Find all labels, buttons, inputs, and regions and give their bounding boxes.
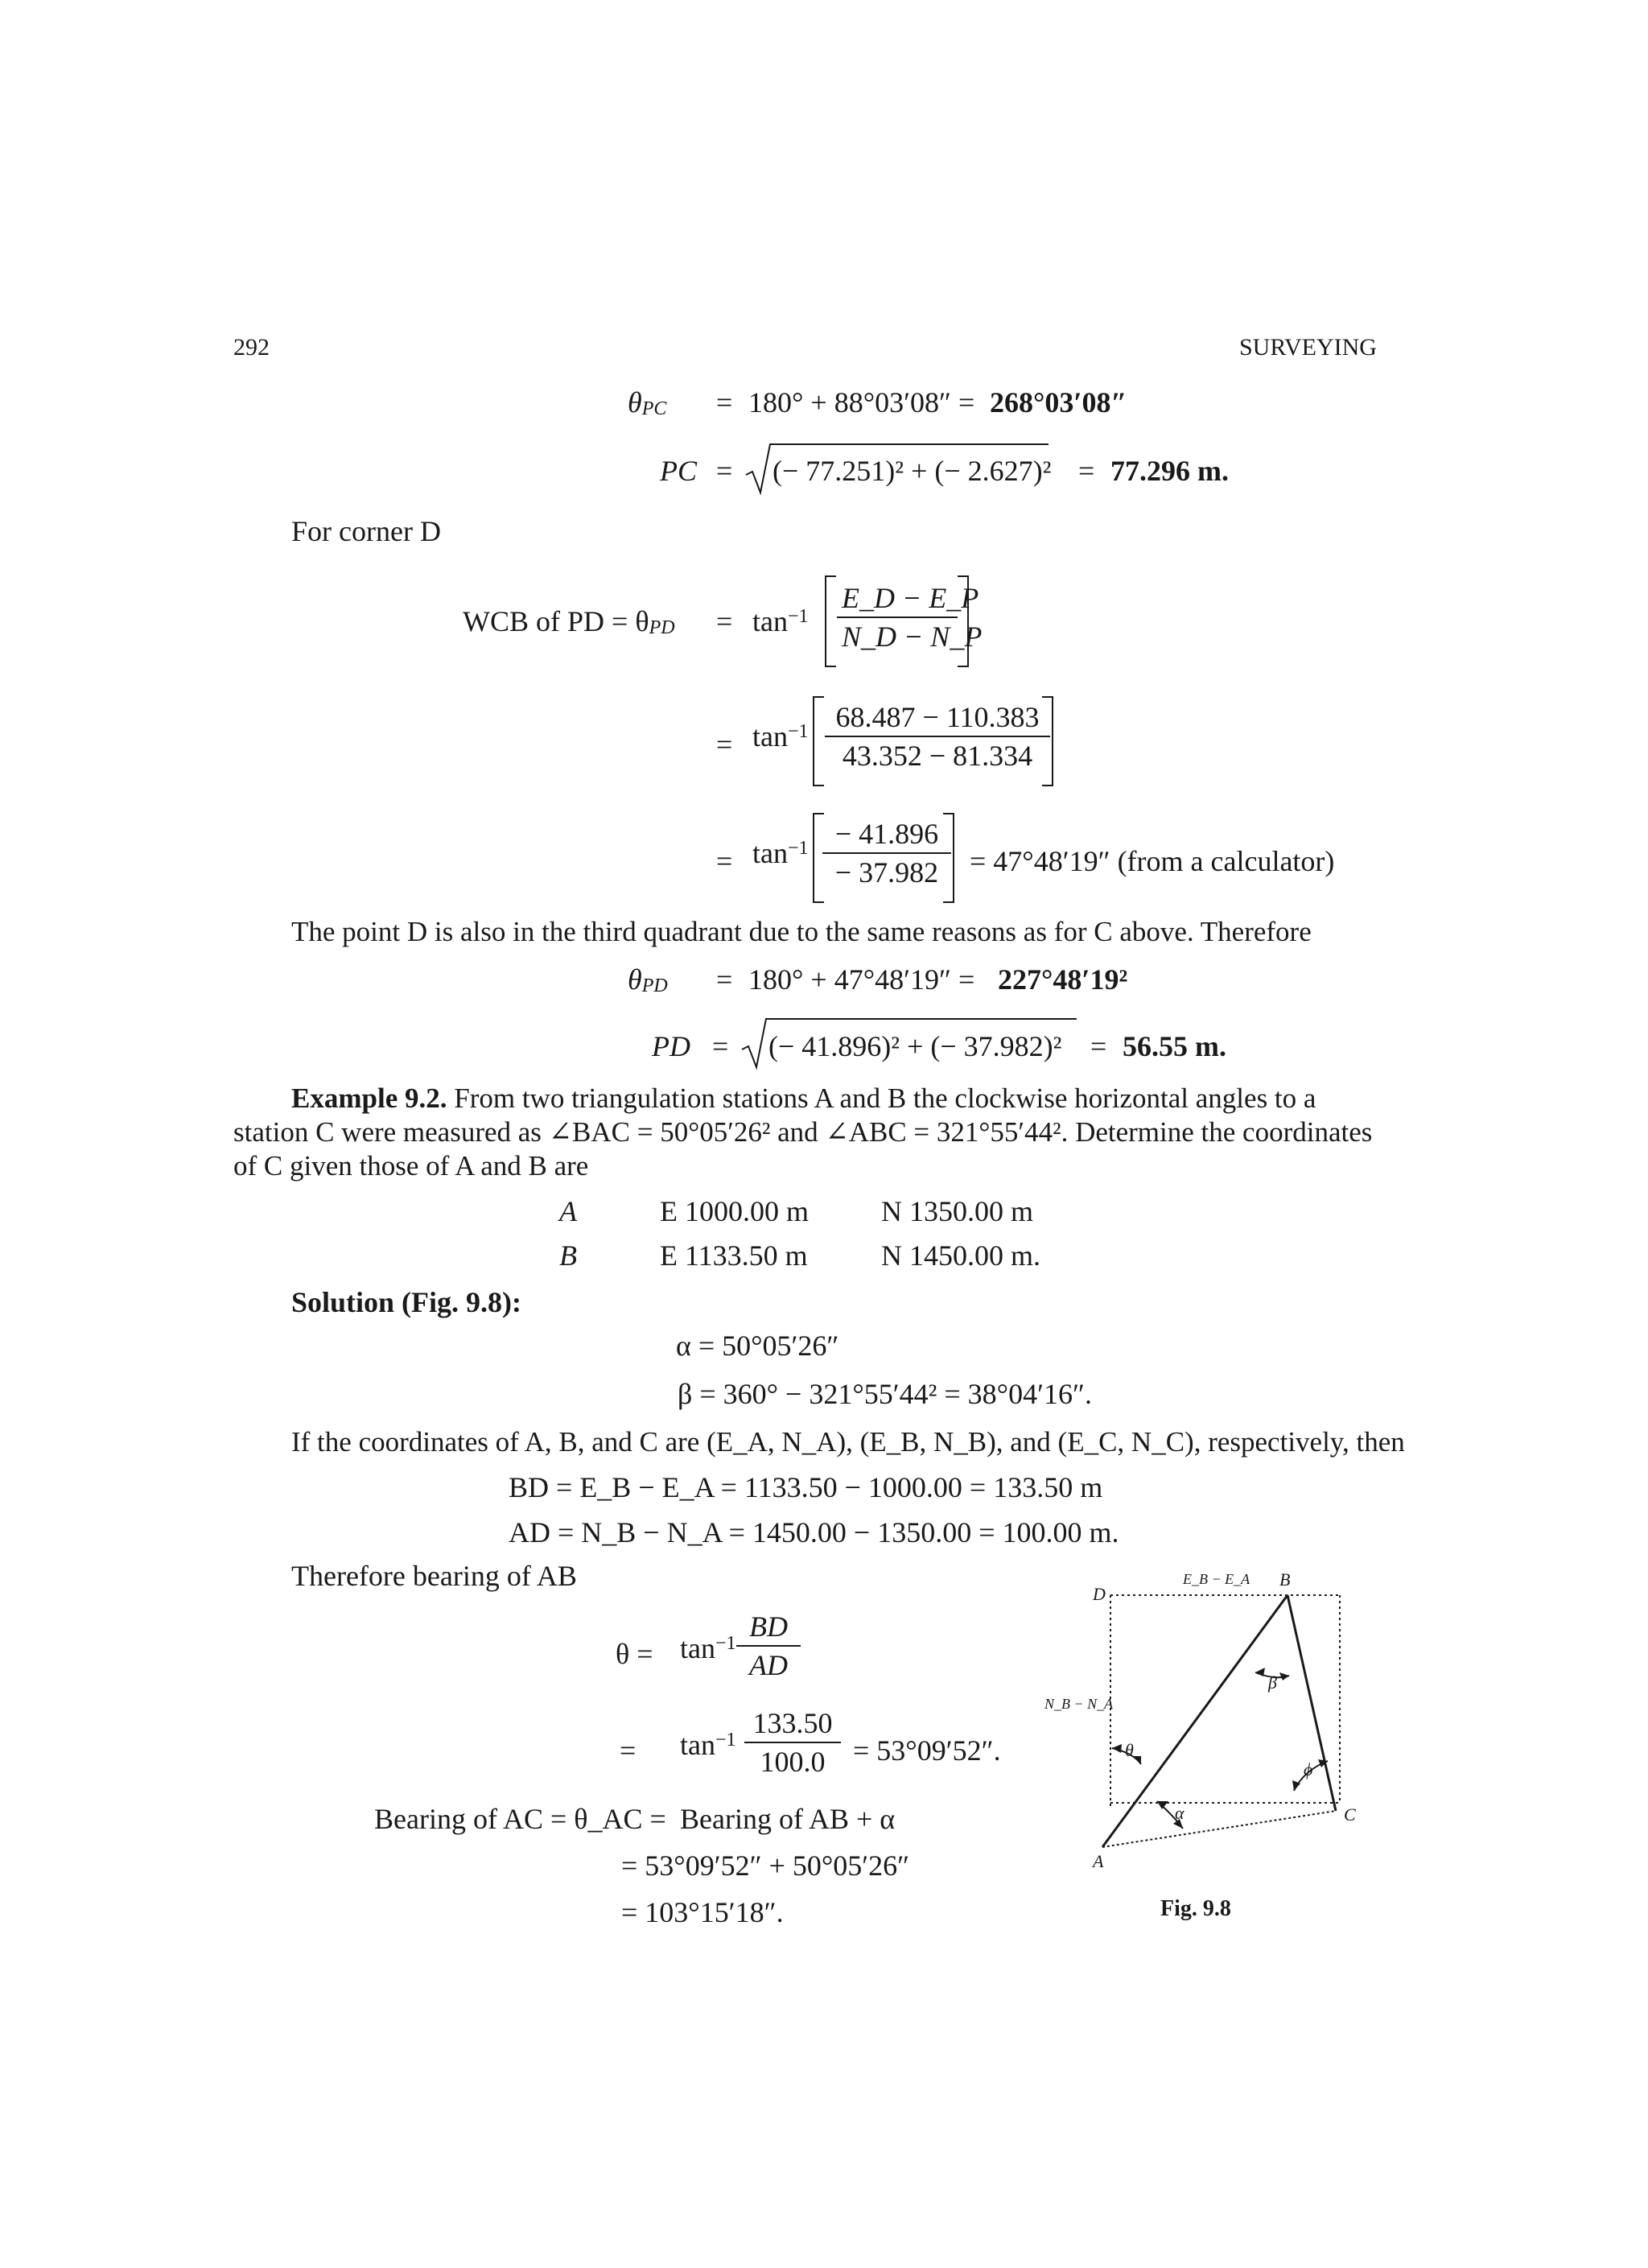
fig-label-phi: ϕ (1304, 1759, 1313, 1779)
step1-fraction: $\frac{68.487 - 110.383}{43.352 - 81.334}$ (825, 700, 1050, 773)
fig-label-a: A (1093, 1851, 1104, 1871)
station-a: A (559, 1195, 577, 1227)
figure-9-8 (1038, 1545, 1376, 1883)
fig-line-ab (1102, 1595, 1288, 1847)
pd-root-expression: (− 41.896)² + (− 37.982)² (768, 1030, 1062, 1062)
fig-arrowhead-beta-a (1255, 1668, 1265, 1676)
step2-bracket-right (943, 813, 954, 903)
step1-bracket-left (813, 696, 824, 786)
fig-arrowhead-beta-b (1279, 1672, 1289, 1680)
running-title: SURVEYING (1239, 334, 1377, 361)
pd-result-eq: = (1090, 1030, 1107, 1062)
pd-eq: = (712, 1030, 729, 1062)
theta2-eq: = (620, 1734, 637, 1767)
example-line-3: of C given those of A and B are (233, 1150, 589, 1181)
theta-pc-result: 268°03′08″ (990, 386, 1127, 419)
bearing-ac-lhs: Bearing of AC = θ_AC = (374, 1803, 666, 1835)
theta2-result: = 53°09′52″. (853, 1734, 1001, 1767)
step2-tan: $\tan^{-1}$ (752, 837, 809, 869)
station-b: B (559, 1239, 577, 1272)
fig-arrowhead-alpha-a (1157, 1801, 1168, 1809)
wcb-bracket-right (958, 575, 969, 667)
example-line-2: station C were measured as ∠BAC = 50°05′26² and ∠ABC = 321°55′44². Determine the coordinates (233, 1116, 1373, 1148)
step1-eq: = (716, 728, 733, 761)
step1-tan: $\tan^{-1}$ (752, 720, 809, 753)
step1-bracket-right (1042, 696, 1053, 786)
fig-label-side: N_B − N_A (1044, 1696, 1114, 1712)
fig-label-c: C (1344, 1804, 1356, 1825)
wcb-eq: = (716, 605, 733, 637)
theta2-fraction: $\frac{133.50}{100.0}$ (744, 1706, 841, 1779)
station-a-easting: E 1000.00 m (660, 1195, 809, 1227)
fig-label-beta: β (1268, 1672, 1277, 1693)
pd-lhs: PD (652, 1030, 690, 1062)
fig-label-theta: θ (1125, 1740, 1134, 1760)
theta2-tan: $\tan^{-1}$ (680, 1729, 736, 1761)
pc-result-eq: = (1078, 455, 1095, 487)
figure-caption: Fig. 9.8 (1160, 1896, 1231, 1921)
pd-result: 56.55 m. (1123, 1030, 1226, 1062)
step2-fraction: $\frac{- 41.896}{- 37.982}$ (822, 817, 951, 889)
bearing-ac-rhs-2: = 53°09′52″ + 50°05′26″ (621, 1849, 910, 1882)
station-b-easting: E 1133.50 m (660, 1239, 808, 1272)
example-line-1: Example 9.2. From two triangulation stations A and B the clockwise horizontal angles to a (291, 1082, 1316, 1114)
theta-pd-eq: = (716, 963, 733, 996)
fig-label-top: E_B − E_A (1183, 1571, 1250, 1587)
fig-label-d: D (1093, 1584, 1106, 1604)
alpha-line: α = 50°05′26″ (676, 1330, 839, 1362)
fig-arrowhead-theta-a (1112, 1744, 1122, 1753)
fig-label-b: B (1279, 1569, 1291, 1590)
fig-label-alpha: α (1175, 1803, 1184, 1823)
beta-line: β = 360° − 321°55′44² = 38°04′16″. (678, 1378, 1092, 1410)
fig-arrowhead-theta-b (1133, 1756, 1141, 1764)
bearing-ac-rhs-1: Bearing of AB + α (680, 1803, 896, 1835)
bd-line: BD = E_B − E_A = 1133.50 − 1000.00 = 133.50 m (509, 1471, 1103, 1503)
ad-line: AD = N_B − N_A = 1450.00 − 1350.00 = 100.00 m. (509, 1516, 1119, 1548)
theta-pc-eq: = (716, 386, 733, 419)
page-number: 292 (233, 334, 270, 361)
theta-pc-rhs: 180° + 88°03′08″ = (748, 386, 975, 419)
theta-pd-rhs: 180° + 47°48′19″ = (748, 963, 975, 996)
wcb-bracket-left (825, 575, 836, 667)
bearing-ac-rhs-3: = 103°15′18″. (621, 1896, 784, 1928)
step2-result: = 47°48′19″ (from a calculator) (970, 845, 1335, 877)
third-quadrant-paragraph: The point D is also in the third quadrant due to the same reasons as for C above. Therefore (291, 916, 1312, 947)
coords-line: If the coordinates of A, B, and C are (E_A, N_A), (E_B, N_B), and (E_C, N_C), respectively, then (291, 1426, 1405, 1458)
solution-label: Solution (Fig. 9.8): (291, 1286, 522, 1318)
fig-line-ac (1102, 1811, 1336, 1847)
step2-eq: = (716, 845, 733, 877)
station-b-northing: N 1450.00 m. (881, 1239, 1040, 1272)
wcb-tan: $\tan^{-1}$ (752, 605, 809, 637)
wcb-fraction: $\frac{E\_D - E\_P}{N\_D - N\_P}$ (837, 581, 958, 654)
wcb-lhs: WCB of PD = $\theta_{PD}$ (463, 605, 675, 638)
pc-lhs: PC (660, 455, 698, 487)
theta-pd-lhs: $\theta_{PD}$ (628, 963, 668, 996)
pc-eq: = (716, 455, 733, 487)
theta-lhs: θ = (616, 1638, 653, 1670)
theta-tan: $\tan^{-1}$ (680, 1632, 736, 1664)
station-a-northing: N 1350.00 m (881, 1195, 1033, 1227)
theta-pc-lhs: $\theta_{PC}$ (628, 386, 667, 419)
corner-d-heading: For corner D (291, 515, 441, 547)
pc-result: 77.296 m. (1110, 455, 1229, 487)
pc-root-expression: (− 77.251)² + (− 2.627)² (772, 455, 1052, 487)
theta-pd-result: 227°48′19² (998, 963, 1128, 996)
theta-fraction: $\frac{BD}{AD}$ (736, 1610, 801, 1682)
bearing-heading: Therefore bearing of AB (291, 1560, 577, 1592)
